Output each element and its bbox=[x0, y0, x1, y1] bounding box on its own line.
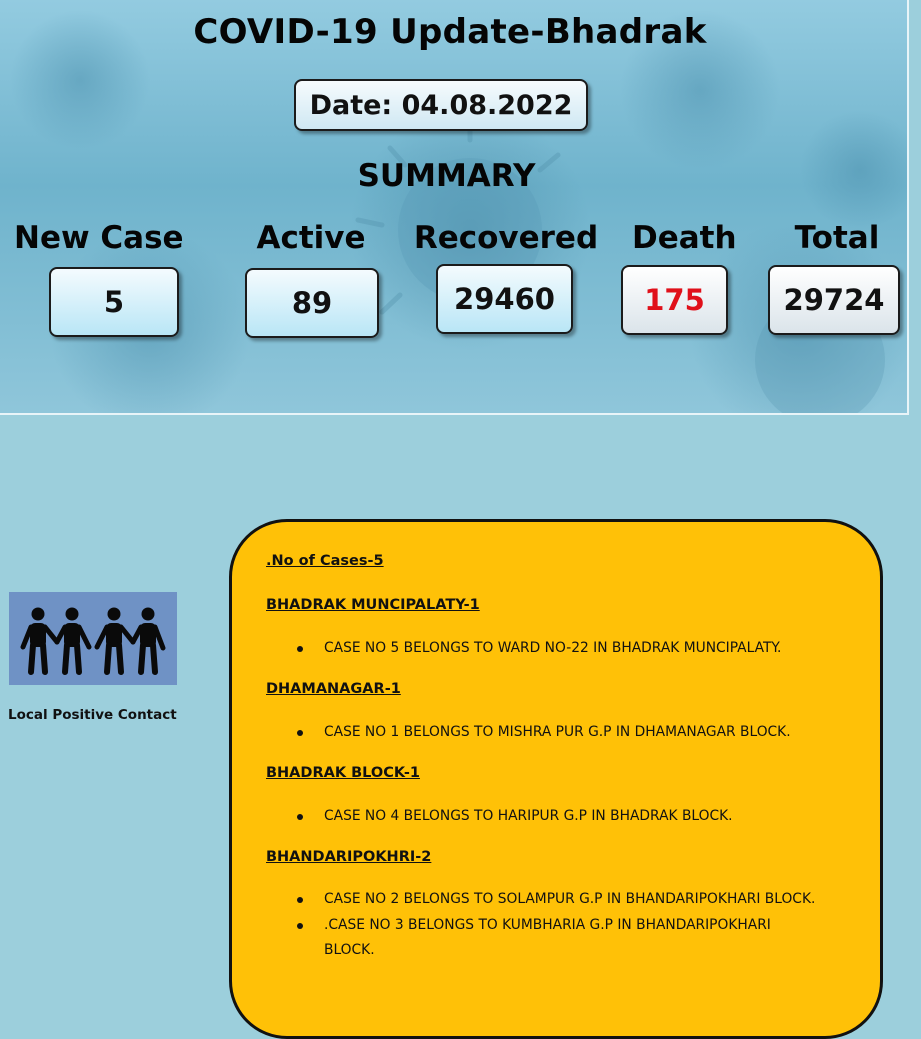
summary-heading: SUMMARY bbox=[357, 158, 536, 194]
active-value: 89 bbox=[245, 268, 379, 338]
recovered-value: 29460 bbox=[436, 264, 573, 334]
bullet-icon bbox=[297, 897, 303, 903]
new-case-value: 5 bbox=[49, 267, 179, 337]
recovered-label: Recovered bbox=[413, 220, 599, 256]
cases-count-heading: .No of Cases-5 bbox=[266, 553, 384, 569]
case-item: CASE NO 1 BELONGS TO MISHRA PUR G.P IN DHAMANAGAR BLOCK. bbox=[324, 724, 791, 740]
bullet-icon bbox=[297, 814, 303, 820]
group-heading: BHANDARIPOKHRI-2 bbox=[266, 849, 432, 865]
page-title: COVID-19 Update-Bhadrak bbox=[193, 12, 707, 52]
total-value: 29724 bbox=[768, 265, 900, 335]
virus-background-image bbox=[0, 0, 907, 413]
date-badge: Date: 04.08.2022 bbox=[294, 79, 588, 131]
bullet-icon bbox=[297, 646, 303, 652]
active-label: Active bbox=[256, 220, 366, 256]
death-value: 175 bbox=[621, 265, 728, 335]
case-item: .CASE NO 3 BELONGS TO KUMBHARIA G.P IN BHANDARIPOKHARI bbox=[324, 917, 771, 933]
people-holding-hands-icon bbox=[9, 592, 177, 685]
case-item: CASE NO 2 BELONGS TO SOLAMPUR G.P IN BHANDARIPOKHARI BLOCK. bbox=[324, 891, 816, 907]
group-heading: BHADRAK BLOCK-1 bbox=[266, 765, 420, 781]
summary-banner bbox=[0, 0, 909, 415]
contact-label: Local Positive Contact bbox=[8, 707, 177, 723]
case-item: CASE NO 4 BELONGS TO HARIPUR G.P IN BHADRAK BLOCK. bbox=[324, 808, 733, 824]
people-figures bbox=[9, 592, 177, 685]
bullet-icon bbox=[297, 923, 303, 929]
case-item: CASE NO 5 BELONGS TO WARD NO-22 IN BHADRAK MUNCIPALATY. bbox=[324, 640, 782, 656]
group-heading: BHADRAK MUNCIPALATY-1 bbox=[266, 597, 480, 613]
new-case-label: New Case bbox=[14, 220, 184, 256]
bullet-icon bbox=[297, 730, 303, 736]
case-item-continuation: BLOCK. bbox=[324, 942, 375, 958]
total-label: Total bbox=[794, 220, 880, 256]
death-label: Death bbox=[632, 220, 737, 256]
group-heading: DHAMANAGAR-1 bbox=[266, 681, 401, 697]
